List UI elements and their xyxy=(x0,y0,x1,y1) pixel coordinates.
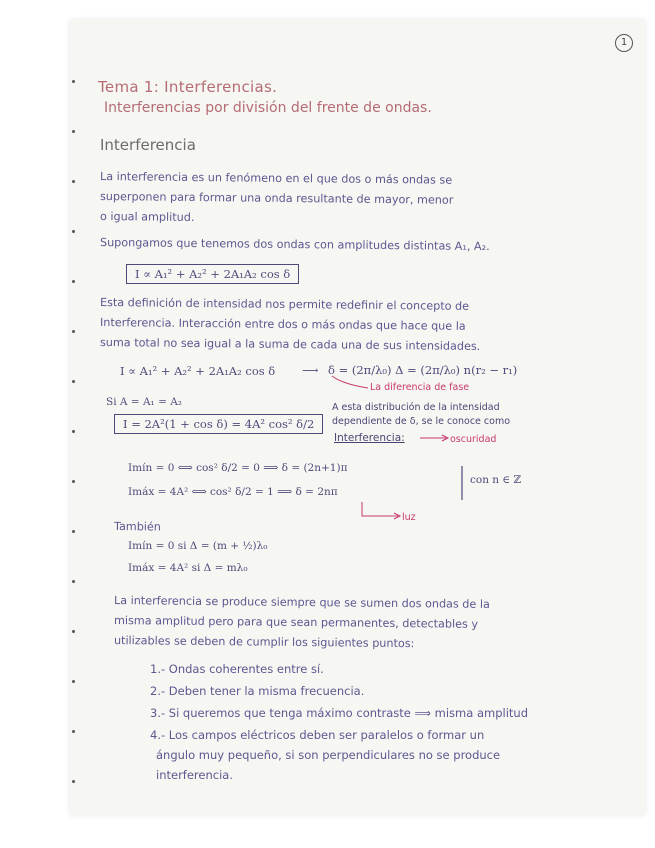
equal-amplitude-condition: Si A = A₁ = A₂ xyxy=(106,396,183,408)
min-intensity-line: Imín = 0 ⟺ cos² δ/2 = 0 ⟹ δ = (2n+1)π xyxy=(128,462,348,474)
conditions-line-1: La interferencia se produce siempre que se sumen dos ondas de la xyxy=(113,594,490,611)
point-1: 1.- Ondas coherentes entre sí. xyxy=(150,662,324,676)
intro-line-1: La interferencia es un fenómeno en el que dos o más ondas se xyxy=(99,170,453,187)
point-4-line-2: ángulo muy pequeño, si son perpendiculares no se produce xyxy=(156,748,501,762)
boxed-intensity-formula: I ∝ A₁² + A₂² + 2A₁A₂ cos δ xyxy=(126,264,299,284)
tambien-min: Imín = 0 si Δ = (m + ½)λ₀ xyxy=(128,540,268,552)
definition-line-2: Interferencia. Interacción entre dos o más ondas que hace que la xyxy=(99,316,466,333)
point-4-line-3: interferencia. xyxy=(156,768,233,782)
light-arrow xyxy=(362,502,398,516)
conditions-line-2: misma amplitud pero para que sean permanentes, detectables y xyxy=(113,614,479,631)
dark-label: oscuridad xyxy=(450,434,497,445)
conditions-line-3: utilizables se deben de cumplir los siguientes puntos: xyxy=(113,634,415,651)
phase-note-pointer xyxy=(332,376,368,388)
interference-label: Interferencia: xyxy=(334,432,405,444)
equal-amplitude-formula: I = 2A²(1 + cos δ) = 4A² cos² δ/2 xyxy=(114,414,323,434)
n-condition: con n ∈ ℤ xyxy=(470,474,522,486)
tambien-max: Imáx = 4A² si Δ = mλ₀ xyxy=(128,562,248,574)
intro-line-2: superponen para formar una onda resultante de mayor, menor xyxy=(99,190,454,207)
phase-note: La diferencia de fase xyxy=(370,382,470,393)
definition-line-3: suma total no sea igual a la suma de cada una de sus intensidades. xyxy=(99,336,481,353)
point-2: 2.- Deben tener la misma frecuencia. xyxy=(150,684,365,698)
phase-formula-left: I ∝ A₁² + A₂² + 2A₁A₂ cos δ xyxy=(120,364,276,378)
max-intensity-line: Imáx = 4A² ⟺ cos² δ/2 = 1 ⟹ δ = 2nπ xyxy=(128,486,338,498)
suppose-text: Supongamos que tenemos dos ondas con amplitudes distintas A₁, A₂. xyxy=(99,236,490,254)
page-title: Tema 1: Interferencias. xyxy=(98,78,278,96)
section-heading: Interferencia xyxy=(100,136,196,154)
intro-line-3: o igual amplitud. xyxy=(99,210,195,224)
arrow: ⟶ xyxy=(302,363,319,377)
distribution-note-2: dependiente de δ, se le conoce como xyxy=(332,416,511,427)
distribution-note-1: A esta distribución de la intensidad xyxy=(332,402,500,413)
point-3: 3.- Si queremos que tenga máximo contraste ⟹ misma amplitud xyxy=(150,706,529,720)
page-margin-holes xyxy=(70,20,82,815)
page-number: 1 xyxy=(615,34,633,52)
page-subtitle: Interferencias por división del frente de ondas. xyxy=(104,100,432,116)
tambien-heading: También xyxy=(113,520,161,534)
point-4-line-1: 4.- Los campos eléctricos deben ser paralelos o formar un xyxy=(150,728,485,742)
definition-line-1: Esta definición de intensidad nos permite redefinir el concepto de xyxy=(99,296,470,313)
phase-formula-right: δ = (2π/λ₀) Δ = (2π/λ₀) n(r₂ − r₁) xyxy=(328,363,518,377)
light-label: luz xyxy=(402,512,416,523)
notebook-page xyxy=(70,20,645,815)
